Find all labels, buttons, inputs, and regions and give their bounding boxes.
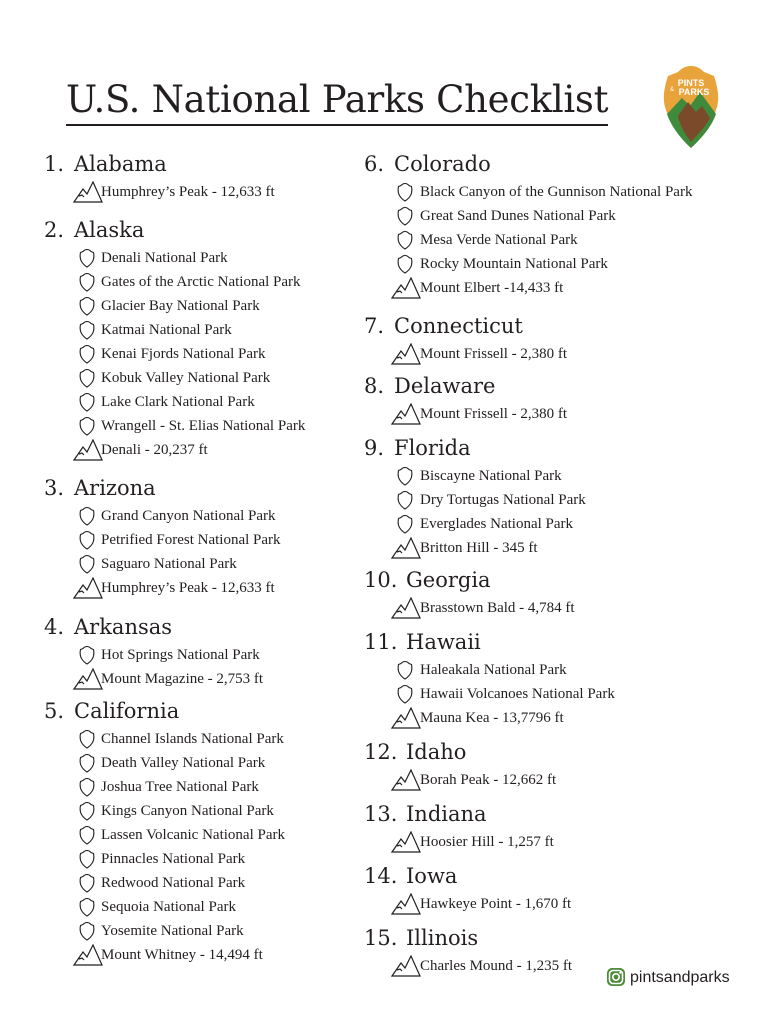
state-heading — [364, 150, 764, 180]
arrowhead-icon[interactable] — [79, 368, 95, 388]
checklist-item-label: Pinnacles National Park — [101, 851, 246, 867]
mountain-icon[interactable] — [391, 831, 421, 853]
checklist-item-label: Kobuk Valley National Park — [101, 370, 271, 386]
arrowhead-icon[interactable] — [79, 801, 95, 821]
park-checklist-item[interactable] — [364, 488, 764, 512]
peak-checklist-item[interactable] — [44, 943, 344, 967]
checklist-item-label: Mount Whitney - 14,494 ft — [101, 947, 263, 963]
park-checklist-item[interactable] — [44, 847, 344, 871]
state-heading — [364, 312, 764, 342]
state-heading — [364, 738, 764, 768]
mountain-icon[interactable] — [391, 537, 421, 559]
checklist-item-label: Mount Frissell - 2,380 ft — [420, 406, 568, 422]
instagram-handle-text: pintsandparks — [630, 969, 730, 986]
peak-checklist-item[interactable] — [364, 342, 764, 366]
park-checklist-item[interactable] — [44, 246, 344, 270]
mountain-icon[interactable] — [391, 955, 421, 977]
state-heading — [364, 628, 764, 658]
state-heading — [44, 474, 344, 504]
checklist-item-label: Lassen Volcanic National Park — [101, 827, 285, 843]
checklist-item-label: Glacier Bay National Park — [101, 298, 260, 314]
state-number: 10. — [364, 568, 398, 592]
arrowhead-icon[interactable] — [79, 849, 95, 869]
checklist-item-label: Sequoia National Park — [101, 899, 236, 915]
checklist-item-label: Hot Springs National Park — [101, 647, 260, 663]
arrowhead-icon[interactable] — [397, 684, 413, 704]
state-section — [44, 697, 344, 967]
state-heading — [364, 372, 764, 402]
peak-checklist-item[interactable] — [44, 438, 344, 462]
peak-checklist-item[interactable] — [44, 576, 344, 600]
peak-checklist-item[interactable] — [364, 706, 764, 730]
mountain-icon[interactable] — [391, 769, 421, 791]
state-number: 8. — [364, 374, 385, 398]
state-section — [44, 474, 344, 600]
arrowhead-icon[interactable] — [397, 230, 413, 250]
state-heading — [364, 924, 764, 954]
mountain-icon[interactable] — [73, 944, 103, 966]
checklist-item-label: Hawaii Volcanoes National Park — [420, 686, 615, 702]
arrowhead-icon[interactable] — [397, 182, 413, 202]
state-heading — [364, 800, 764, 830]
park-checklist-item[interactable] — [44, 390, 344, 414]
checklist-item-label: Humphrey’s Peak - 12,633 ft — [101, 580, 275, 596]
park-checklist-item[interactable] — [364, 464, 764, 488]
peak-checklist-item[interactable] — [364, 830, 764, 854]
park-checklist-item[interactable] — [364, 228, 764, 252]
peak-checklist-item[interactable] — [364, 892, 764, 916]
arrowhead-icon[interactable] — [79, 296, 95, 316]
arrowhead-icon[interactable] — [79, 272, 95, 292]
park-checklist-item[interactable] — [364, 204, 764, 228]
park-checklist-item[interactable] — [44, 799, 344, 823]
park-checklist-item[interactable] — [44, 270, 344, 294]
state-section — [364, 434, 764, 560]
logo-amp: & — [669, 87, 675, 93]
state-number: 15. — [364, 926, 398, 950]
checklist-item-label: Denali National Park — [101, 250, 228, 266]
state-number: 12. — [364, 740, 398, 764]
peak-checklist-item[interactable] — [364, 768, 764, 792]
state-name: Iowa — [406, 864, 458, 888]
park-checklist-item[interactable] — [364, 180, 764, 204]
arrowhead-icon[interactable] — [79, 729, 95, 749]
arrowhead-icon[interactable] — [79, 344, 95, 364]
checklist-item-label: Kenai Fjords National Park — [101, 346, 266, 362]
checklist-item-label: Borah Peak - 12,662 ft — [420, 772, 557, 788]
arrowhead-icon[interactable] — [79, 416, 95, 436]
checklist-item-label: Kings Canyon National Park — [101, 803, 274, 819]
state-name: Idaho — [406, 740, 467, 764]
logo-line2: PARKS — [678, 87, 710, 97]
park-checklist-item[interactable] — [44, 414, 344, 438]
left-column — [44, 150, 344, 967]
checklist-item-label: Denali - 20,237 ft — [101, 442, 208, 458]
checklist-item-label: Charles Mound - 1,235 ft — [420, 958, 573, 974]
state-section — [44, 150, 344, 204]
state-heading — [44, 613, 344, 643]
park-checklist-item[interactable] — [44, 919, 344, 943]
state-number: 3. — [44, 476, 65, 500]
checklist-item-label: Dry Tortugas National Park — [420, 492, 586, 508]
park-checklist-item[interactable] — [364, 252, 764, 276]
peak-checklist-item[interactable] — [364, 536, 764, 560]
state-name: Connecticut — [394, 314, 523, 338]
instagram-icon — [606, 967, 626, 987]
checklist-item-label: Rocky Mountain National Park — [420, 256, 608, 272]
logo-line1: PINTS — [677, 78, 705, 88]
checklist-item-label: Britton Hill - 345 ft — [420, 540, 538, 556]
arrowhead-icon[interactable] — [79, 921, 95, 941]
checklist-item-label: Great Sand Dunes National Park — [420, 208, 616, 224]
mountain-icon[interactable] — [391, 707, 421, 729]
state-section — [364, 372, 764, 426]
checklist-item-label: Brasstown Bald - 4,784 ft — [420, 600, 575, 616]
checklist-item-label: Petrified Forest National Park — [101, 532, 281, 548]
arrowhead-icon[interactable] — [397, 514, 413, 534]
peak-checklist-item[interactable] — [364, 276, 764, 300]
state-number: 11. — [364, 630, 398, 654]
mountain-icon[interactable] — [391, 343, 421, 365]
state-name: Delaware — [394, 374, 496, 398]
state-heading — [364, 434, 764, 464]
state-number: 13. — [364, 802, 398, 826]
state-name: Arizona — [74, 476, 156, 500]
checklist-item-label: Yosemite National Park — [101, 923, 244, 939]
arrowhead-icon[interactable] — [79, 530, 95, 550]
checklist-item-label: Hawkeye Point - 1,670 ft — [420, 896, 572, 912]
mountain-icon[interactable] — [391, 893, 421, 915]
state-section — [364, 566, 764, 620]
state-number: 9. — [364, 436, 385, 460]
park-checklist-item[interactable] — [44, 342, 344, 366]
park-checklist-item[interactable] — [44, 895, 344, 919]
checklist-item-label: Haleakala National Park — [420, 662, 567, 678]
state-name: Indiana — [406, 802, 487, 826]
state-name: Illinois — [406, 926, 479, 950]
state-name: California — [74, 699, 180, 723]
state-number: 5. — [44, 699, 65, 723]
park-checklist-item[interactable] — [44, 751, 344, 775]
peak-checklist-item[interactable] — [364, 596, 764, 620]
pints-and-parks-logo — [658, 62, 724, 152]
peak-checklist-item[interactable] — [44, 180, 344, 204]
arrowhead-icon[interactable] — [397, 466, 413, 486]
arrowhead-icon[interactable] — [397, 254, 413, 274]
checklist-item-label: Grand Canyon National Park — [101, 508, 276, 524]
arrowhead-icon[interactable] — [79, 645, 95, 665]
park-checklist-item[interactable] — [44, 504, 344, 528]
checklist-item-label: Redwood National Park — [101, 875, 246, 891]
checklist-item-label: Mauna Kea - 13,7796 ft — [420, 710, 564, 726]
park-checklist-item[interactable] — [44, 871, 344, 895]
park-checklist-item[interactable] — [44, 318, 344, 342]
checklist-item-label: Lake Clark National Park — [101, 394, 255, 410]
checklist-item-label: Saguaro National Park — [101, 556, 237, 572]
park-checklist-item[interactable] — [44, 823, 344, 847]
state-heading — [44, 150, 344, 180]
state-section — [44, 613, 344, 691]
state-name: Florida — [394, 436, 471, 460]
checklist-item-label: Katmai National Park — [101, 322, 232, 338]
state-name: Georgia — [406, 568, 491, 592]
arrowhead-icon[interactable] — [397, 490, 413, 510]
peak-checklist-item[interactable] — [364, 402, 764, 426]
state-section — [44, 216, 344, 462]
checklist-item-label: Mount Elbert -14,433 ft — [420, 280, 564, 296]
arrowhead-icon[interactable] — [79, 753, 95, 773]
checklist-item-label: Gates of the Arctic National Park — [101, 274, 301, 290]
mountain-icon[interactable] — [73, 181, 103, 203]
checklist-item-label: Everglades National Park — [420, 516, 574, 532]
arrowhead-icon[interactable] — [79, 777, 95, 797]
peak-checklist-item[interactable] — [44, 667, 344, 691]
state-section — [364, 150, 764, 300]
mountain-icon[interactable] — [73, 439, 103, 461]
state-name: Alaska — [74, 218, 145, 242]
checklist-item-label: Mount Frissell - 2,380 ft — [420, 346, 568, 362]
state-number: 2. — [44, 218, 65, 242]
checklist-item-label: Mount Magazine - 2,753 ft — [101, 671, 264, 687]
park-checklist-item[interactable] — [44, 528, 344, 552]
mountain-icon[interactable] — [391, 277, 421, 299]
checklist-item-label: Humphrey’s Peak - 12,633 ft — [101, 184, 275, 200]
page-title: U.S. National Parks Checklist — [66, 78, 608, 126]
checklist-item-label: Mesa Verde National Park — [420, 232, 578, 248]
mountain-icon[interactable] — [391, 403, 421, 425]
arrowhead-icon[interactable] — [397, 660, 413, 680]
state-section — [364, 800, 764, 854]
park-checklist-item[interactable] — [364, 658, 764, 682]
checklist-item-label: Hoosier Hill - 1,257 ft — [420, 834, 554, 850]
arrowhead-icon[interactable] — [397, 206, 413, 226]
checklist-item-label: Black Canyon of the Gunnison National Park — [420, 184, 693, 200]
checklist-item-label: Biscayne National Park — [420, 468, 562, 484]
state-name: Colorado — [394, 152, 491, 176]
mountain-icon[interactable] — [73, 668, 103, 690]
state-number: 4. — [44, 615, 65, 639]
state-heading — [44, 697, 344, 727]
park-checklist-item[interactable] — [364, 512, 764, 536]
park-checklist-item[interactable] — [44, 294, 344, 318]
mountain-icon[interactable] — [391, 597, 421, 619]
state-number: 6. — [364, 152, 385, 176]
arrowhead-icon[interactable] — [79, 897, 95, 917]
park-checklist-item[interactable] — [44, 727, 344, 751]
state-heading — [364, 566, 764, 596]
state-name: Alabama — [74, 152, 167, 176]
arrowhead-icon[interactable] — [79, 825, 95, 845]
checklist-item-label: Wrangell - St. Elias National Park — [101, 418, 306, 434]
arrowhead-icon[interactable] — [79, 248, 95, 268]
checklist-item-label: Death Valley National Park — [101, 755, 266, 771]
park-checklist-item[interactable] — [364, 682, 764, 706]
arrowhead-icon[interactable] — [79, 506, 95, 526]
state-heading — [364, 862, 764, 892]
state-name: Arkansas — [74, 615, 173, 639]
park-checklist-item[interactable] — [44, 552, 344, 576]
state-number: 1. — [44, 152, 65, 176]
checklist-item-label: Joshua Tree National Park — [101, 779, 259, 795]
state-section — [364, 738, 764, 792]
state-number: 14. — [364, 864, 398, 888]
mountain-icon[interactable] — [73, 577, 103, 599]
state-section — [364, 312, 764, 366]
state-section — [364, 628, 764, 730]
state-number: 7. — [364, 314, 385, 338]
arrowhead-icon[interactable] — [79, 554, 95, 574]
park-checklist-item[interactable] — [44, 366, 344, 390]
park-checklist-item[interactable] — [44, 643, 344, 667]
right-column — [364, 150, 764, 978]
state-section — [364, 862, 764, 916]
park-checklist-item[interactable] — [44, 775, 344, 799]
arrowhead-icon[interactable] — [79, 392, 95, 412]
arrowhead-icon[interactable] — [79, 873, 95, 893]
state-name: Hawaii — [406, 630, 481, 654]
state-heading — [44, 216, 344, 246]
arrowhead-icon[interactable] — [79, 320, 95, 340]
checklist-item-label: Channel Islands National Park — [101, 731, 284, 747]
